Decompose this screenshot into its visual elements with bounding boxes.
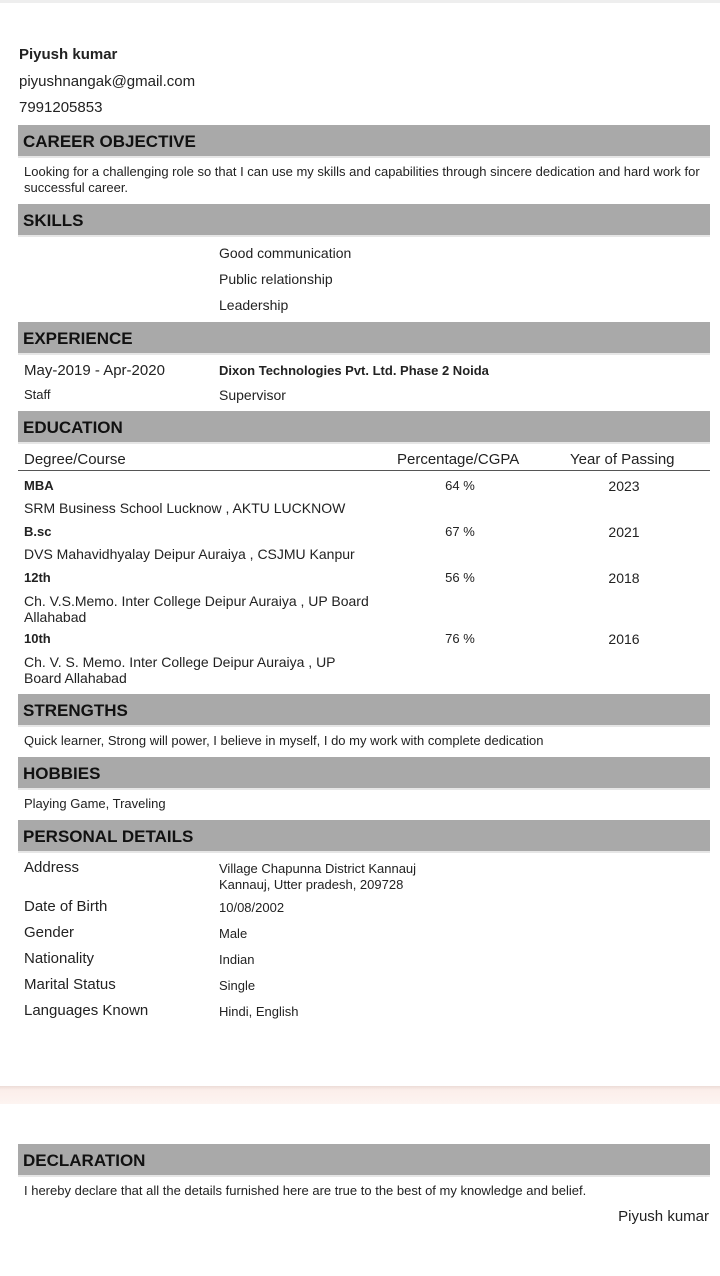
education-header-rule xyxy=(18,470,710,471)
resume-page-2 xyxy=(0,1104,720,1276)
personal-address-line1: Village Chapunna District Kannauj xyxy=(219,861,417,876)
personal-label: Marital Status xyxy=(24,976,116,993)
experience-header: EXPERIENCE xyxy=(18,322,710,355)
personal-value: Male xyxy=(219,926,248,941)
experience-type: Staff xyxy=(24,387,51,402)
education-year: 2023 xyxy=(608,478,640,494)
personal-value: 10/08/2002 xyxy=(219,900,285,915)
experience-role: Supervisor xyxy=(219,387,286,403)
hobbies-text: Playing Game, Traveling xyxy=(24,796,166,811)
education-institute: SRM Business School Lucknow , AKTU LUCKNOW xyxy=(24,500,346,516)
education-col-year: Year of Passing xyxy=(570,451,675,468)
personal-label: Languages Known xyxy=(24,1002,149,1019)
personal-label: Gender xyxy=(24,924,75,941)
education-institute: DVS Mahavidhyalay Deipur Auraiya , CSJMU Kanpur xyxy=(24,546,355,562)
education-degree: 12th xyxy=(24,570,51,585)
personal-value: Indian xyxy=(219,952,255,967)
education-institute: Ch. V. S. Memo. Inter College Deipur Auraiya , UP Board Allahabad xyxy=(24,654,336,686)
personal-label-address: Address xyxy=(24,859,80,876)
education-percent: 64 % xyxy=(445,478,475,493)
strengths-header: STRENGTHS xyxy=(18,694,710,727)
declaration-header: DECLARATION xyxy=(18,1144,710,1177)
skill-item: Leadership xyxy=(219,297,289,313)
education-col-percent: Percentage/CGPA xyxy=(397,451,520,468)
education-percent: 76 % xyxy=(445,631,475,646)
personal-value: Hindi, English xyxy=(219,1004,299,1019)
declaration-text: I hereby declare that all the details furnished here are true to the best of my knowledge and belief. xyxy=(24,1183,587,1198)
education-year: 2021 xyxy=(608,524,640,540)
candidate-phone: 7991205853 xyxy=(19,99,103,116)
hobbies-header: HOBBIES xyxy=(18,757,710,790)
education-percent: 56 % xyxy=(445,570,475,585)
education-degree: 10th xyxy=(24,631,51,646)
experience-period: May-2019 - Apr-2020 xyxy=(24,362,165,379)
education-institute: Ch. V.S.Memo. Inter College Deipur Auraiya , UP Board Allahabad xyxy=(24,593,369,625)
personal-value: Single xyxy=(219,978,256,993)
skills-header: SKILLS xyxy=(18,204,710,237)
experience-company: Dixon Technologies Pvt. Ltd. Phase 2 Noida xyxy=(219,363,489,378)
career-objective-header: CAREER OBJECTIVE xyxy=(18,125,710,158)
candidate-name: Piyush kumar xyxy=(19,46,118,63)
education-year: 2018 xyxy=(608,570,640,586)
personal-label: Nationality xyxy=(24,950,95,967)
signature-name: Piyush kumar xyxy=(618,1208,709,1225)
personal-label: Date of Birth xyxy=(24,898,108,915)
skill-item: Public relationship xyxy=(219,271,333,287)
career-objective-text: Looking for a challenging role so that I can use my skills and capabilities through sincere dedication and hard work for successful career. xyxy=(24,164,700,195)
education-degree: B.sc xyxy=(24,524,52,539)
education-degree: MBA xyxy=(24,478,54,493)
page-break xyxy=(0,1086,720,1104)
strengths-text: Quick learner, Strong will power, I believe in myself, I do my work with complete dedication xyxy=(24,733,544,748)
personal-details-header: PERSONAL DETAILS xyxy=(18,820,710,853)
candidate-email: piyushnangak@gmail.com xyxy=(19,73,196,90)
education-header: EDUCATION xyxy=(18,411,710,444)
skill-item: Good communication xyxy=(219,245,352,261)
personal-address-line2: Kannauj, Utter pradesh, 209728 xyxy=(219,877,404,892)
education-year: 2016 xyxy=(608,631,640,647)
education-percent: 67 % xyxy=(445,524,475,539)
top-divider xyxy=(0,0,720,3)
education-col-degree: Degree/Course xyxy=(24,451,126,468)
